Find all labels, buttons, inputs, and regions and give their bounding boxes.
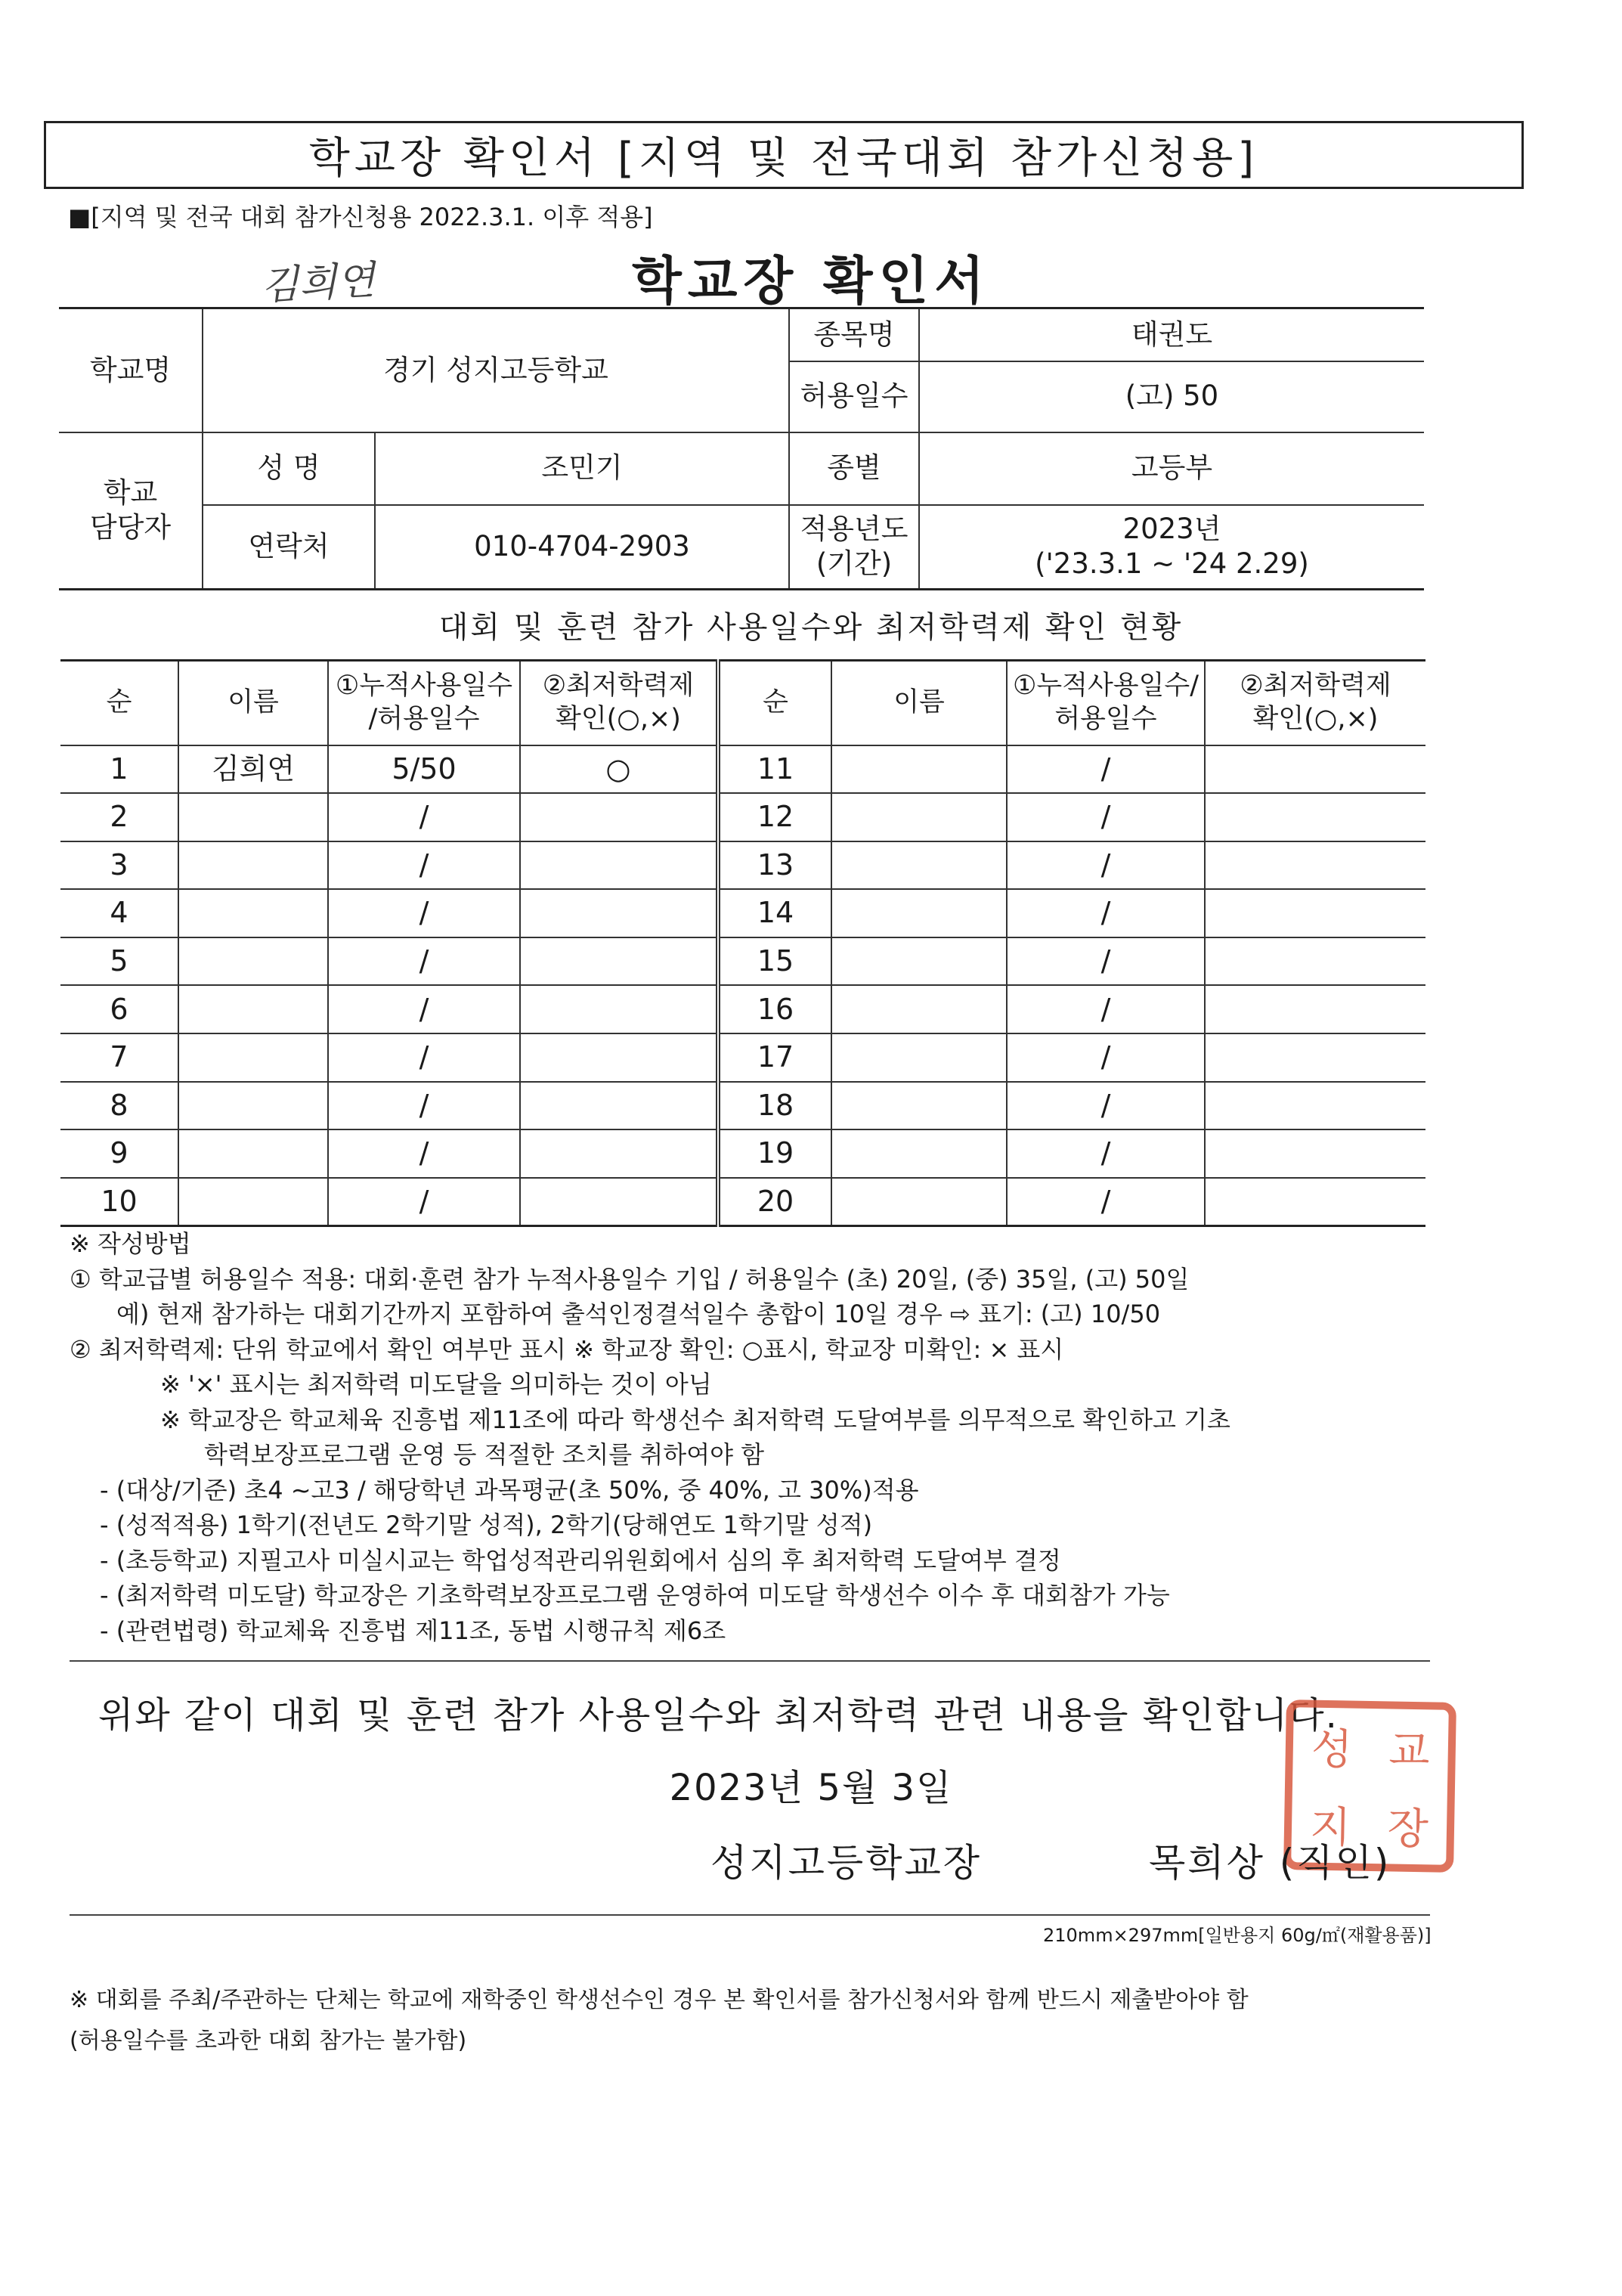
note-2-a: ※ '×' 표시는 최저학력 미도달을 의미하는 것이 아님 (160, 1370, 712, 1399)
check-cell (520, 841, 718, 890)
name-cell (831, 937, 1007, 986)
contact-label: 연락처 (203, 505, 375, 590)
table-header-row (60, 661, 1425, 745)
name-cell (178, 1082, 328, 1130)
seal-char: 장 (1387, 1804, 1429, 1854)
name-cell (831, 889, 1007, 937)
header-name-right: 이름 (831, 661, 1007, 745)
school-name-value: 경기 성지고등학교 (203, 308, 789, 432)
used-days-cell: / (1007, 1033, 1205, 1082)
header-check-right: ②최저학력제 확인(○,×) (1205, 661, 1425, 745)
table-row (60, 1129, 1425, 1178)
seal-char: 지 (1309, 1802, 1351, 1853)
detail-5: - (관련법령) 학교체육 진흥법 제11조, 동법 시행규칙 제6조 (100, 1616, 726, 1645)
note-1-example: 예) 현재 참가하는 대회기간까지 포함하여 출석인정결석일수 총합이 10일 경우 ⇨ 표기: (고) 10/50 (116, 1300, 1161, 1328)
check-cell: ○ (520, 745, 718, 794)
seq-cell: 16 (718, 985, 831, 1033)
form-subtitle: ■[지역 및 전국 대회 참가신청용 2022.3.1. 이후 적용] (68, 203, 653, 231)
seal-char: 교 (1388, 1726, 1431, 1777)
school-name-label: 학교명 (59, 308, 203, 432)
seal-char: 성 (1311, 1724, 1353, 1775)
seq-cell: 4 (60, 889, 178, 937)
check-cell (520, 1033, 718, 1082)
name-cell (178, 889, 328, 937)
footnote: ※ 대회를 주최/주관하는 단체는 학교에 재학중인 학생선수인 경우 본 확인서를 참가신청서와 함께 반드시 제출받아야 함 (70, 1987, 1249, 2013)
section-title: 대회 및 훈련 참가 사용일수와 최저학력제 확인 현황 (438, 610, 1184, 645)
name-cell (831, 1082, 1007, 1130)
seq-cell: 14 (718, 889, 831, 937)
name-cell (831, 985, 1007, 1033)
table-row (60, 1082, 1425, 1130)
seq-cell: 10 (60, 1178, 178, 1226)
school-head-title: 성지고등학교장 (710, 1841, 983, 1885)
category-value: 고등부 (919, 432, 1424, 505)
name-cell (831, 841, 1007, 890)
name-cell: 김희연 (178, 745, 328, 794)
paper-spec: 210mm×297mm[일반용지 60g/㎡(재활용품)] (1043, 1925, 1432, 1946)
check-cell (1205, 841, 1425, 890)
used-days-cell: / (328, 793, 520, 841)
event-label: 종목명 (789, 308, 919, 361)
detail-1: - (대상/기준) 초4 ~고3 / 해당학년 과목평균(초 50%, 중 40%, 고 30%)적용 (100, 1475, 919, 1504)
used-days-cell: / (1007, 745, 1205, 794)
seq-cell: 19 (718, 1129, 831, 1178)
seq-cell: 15 (718, 937, 831, 986)
table-row (60, 1033, 1425, 1082)
staff-name-label: 성 명 (203, 432, 375, 505)
table-row (60, 985, 1425, 1033)
seq-cell: 7 (60, 1033, 178, 1082)
period-label: 적용년도 (기간) (789, 505, 919, 590)
check-cell (1205, 793, 1425, 841)
used-days-cell: / (1007, 841, 1205, 890)
check-cell (1205, 1033, 1425, 1082)
used-days-cell: / (328, 1129, 520, 1178)
name-cell (831, 1178, 1007, 1226)
table-row (60, 889, 1425, 937)
name-cell (178, 1129, 328, 1178)
footnote: (허용일수를 초과한 대회 참가는 불가함) (70, 2028, 467, 2054)
name-cell (178, 1178, 328, 1226)
name-cell (178, 793, 328, 841)
seq-cell: 12 (718, 793, 831, 841)
name-cell (831, 1129, 1007, 1178)
check-cell (520, 1129, 718, 1178)
check-cell (520, 1082, 718, 1130)
staff-name-value: 조민기 (375, 432, 789, 505)
used-days-cell: / (328, 985, 520, 1033)
check-cell (1205, 937, 1425, 986)
seq-cell: 18 (718, 1082, 831, 1130)
check-cell (520, 793, 718, 841)
allowed-days-label: 허용일수 (789, 361, 919, 432)
used-days-cell: / (1007, 889, 1205, 937)
instructions (70, 1226, 1498, 1648)
used-days-cell: / (328, 1033, 520, 1082)
name-cell (831, 1033, 1007, 1082)
seq-cell: 8 (60, 1082, 178, 1130)
name-cell (178, 937, 328, 986)
detail-2: - (성적적용) 1학기(전년도 2학기말 성적), 2학기(당해연도 1학기말 성적) (100, 1511, 873, 1539)
staff-label: 학교 담당자 (59, 432, 203, 590)
table-row (60, 793, 1425, 841)
check-cell (1205, 1129, 1425, 1178)
notes-heading: ※ 작성방법 (70, 1229, 191, 1258)
used-days-cell: 5/50 (328, 745, 520, 794)
detail-3: - (초등학교) 지필고사 미실시교는 학업성적관리위원회에서 심의 후 최저학력 도달여부 결정 (100, 1545, 1061, 1575)
used-days-cell: / (1007, 937, 1205, 986)
note-2: ② 최저학력제: 단위 학교에서 확인 여부만 표시 ※ 학교장 확인: ○표시, 학교장 미확인: × 표시 (70, 1334, 1064, 1364)
seq-cell: 2 (60, 793, 178, 841)
used-days-cell: / (328, 937, 520, 986)
note-1: ① 학교급별 허용일수 적용: 대회·훈련 참가 누적사용일수 기입 / 허용일수 (초) 20일, (중) 35일, (고) 50일 (70, 1264, 1190, 1294)
check-cell (1205, 889, 1425, 937)
check-cell (1205, 985, 1425, 1033)
used-days-cell: / (328, 889, 520, 937)
used-days-cell: / (1007, 985, 1205, 1033)
confirmation-statement: 위와 같이 대회 및 훈련 참가 사용일수와 최저학력 관련 내용을 확인합니다. (98, 1694, 1339, 1737)
seq-cell: 6 (60, 985, 178, 1033)
table-row (60, 1178, 1425, 1226)
event-value: 태권도 (919, 308, 1424, 361)
used-days-cell: / (328, 1082, 520, 1130)
note-2-b-cont: 학력보장프로그램 운영 등 적절한 조치를 취하여야 함 (204, 1440, 765, 1469)
contact-value: 010-4704-2903 (375, 505, 789, 590)
seq-cell: 11 (718, 745, 831, 794)
divider (70, 1660, 1430, 1662)
seq-cell: 3 (60, 841, 178, 890)
header-name-left: 이름 (178, 661, 328, 745)
table-row (60, 841, 1425, 890)
school-info-table (59, 307, 1424, 590)
allowed-days-value: (고) 50 (919, 361, 1424, 432)
table-row (60, 937, 1425, 986)
used-days-cell: / (328, 841, 520, 890)
table-row (60, 745, 1425, 794)
check-cell (520, 985, 718, 1033)
detail-4: - (최저학력 미도달) 학교장은 기초학력보장프로그램 운영하여 미도달 학생선수 이수 후 대회참가 가능 (100, 1581, 1170, 1610)
principal-name: 목희상 (직인) (1149, 1841, 1391, 1885)
category-label: 종별 (789, 432, 919, 505)
period-value: 2023년 ('23.3.1 ~ '24 2.29) (919, 505, 1424, 590)
name-cell (178, 985, 328, 1033)
name-cell (831, 793, 1007, 841)
usage-table (60, 659, 1425, 1227)
seq-cell: 13 (718, 841, 831, 890)
used-days-cell: / (1007, 1129, 1205, 1178)
check-cell (1205, 745, 1425, 794)
check-cell (520, 889, 718, 937)
seq-cell: 5 (60, 937, 178, 986)
name-cell (178, 841, 328, 890)
used-days-cell: / (1007, 793, 1205, 841)
divider (70, 1914, 1430, 1916)
used-days-cell: / (328, 1178, 520, 1226)
header-seq-right: 순 (718, 661, 831, 745)
name-cell (831, 745, 1007, 794)
used-days-cell: / (1007, 1178, 1205, 1226)
header-seq-left: 순 (60, 661, 178, 745)
seq-cell: 20 (718, 1178, 831, 1226)
header-used-left: ①누적사용일수 /허용일수 (328, 661, 520, 745)
header-check-left: ②최저학력제 확인(○,×) (520, 661, 718, 745)
handwritten-name: 김희연 (259, 258, 376, 309)
seq-cell: 17 (718, 1033, 831, 1082)
check-cell (1205, 1082, 1425, 1130)
name-cell (178, 1033, 328, 1082)
confirmation-date: 2023년 5월 3일 (669, 1767, 953, 1809)
check-cell (520, 1178, 718, 1226)
header-used-right: ①누적사용일수/ 허용일수 (1007, 661, 1205, 745)
seq-cell: 1 (60, 745, 178, 794)
used-days-cell: / (1007, 1082, 1205, 1130)
note-2-b: ※ 학교장은 학교체육 진흥법 제11조에 따라 학생선수 최저학력 도달여부를 의무적으로 확인하고 기초 (160, 1405, 1230, 1434)
check-cell (1205, 1178, 1425, 1226)
form-title-box: 학교장 확인서 [지역 및 전국대회 참가신청용] (44, 121, 1524, 189)
page-title: 학교장 확인서 (632, 252, 990, 311)
seq-cell: 9 (60, 1129, 178, 1178)
check-cell (520, 937, 718, 986)
